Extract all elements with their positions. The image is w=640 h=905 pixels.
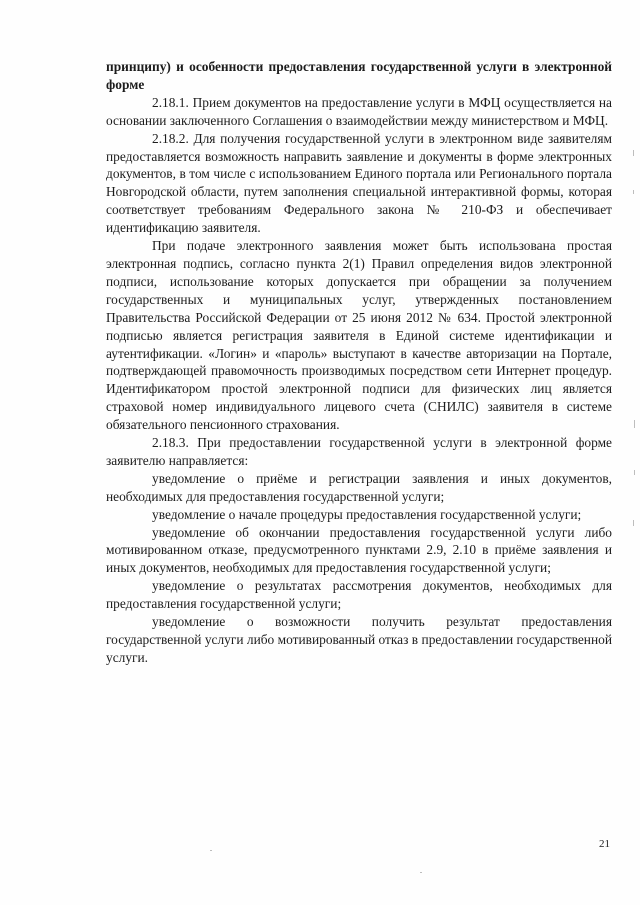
paragraph-electronic-signature: При подаче электронного заявления может быть использована простая электронная подпись, согласно пункта 2(1) Правил определения видов электронной подписи, использование которых допускается при обращении за получением государственных и муниципальных услуг, утвержденных постановлением Правительства Российской Федерации от 25 июня 2012 № 634. Простой электронной подписью является регистрация заявителя в Единой системе идентификации и аутентификации. «Логин» и «пароль» выступают в качестве авторизации на Портале, подтверждающей правомочность производимых посредством сети Интернет процедур. Идентификатором простой электронной подписи для физических лиц является страховой номер индивидуального лицевого счета (СНИЛС) заявителя в системе обязательного пенсионного страхования. [106,238,612,433]
scan-mark [634,470,635,475]
paragraph-2-18-1: 2.18.1. Прием документов на предоставление услуги в МФЦ осуществляется на основании заключенного Соглашения о взаимодействии между министерством и МФЦ. [106,94,612,128]
section-heading: принципу) и особенности предоставления государственной услуги в электронной форме [106,59,612,92]
notification-item: уведомление о начале процедуры предоставления государственной услуги; [152,506,582,522]
paragraph-2-18-2: 2.18.2. Для получения государственной услуги в электронном виде заявителям предоставляется возможность направить заявление и документы в форме электронных документов, в том числе с использованием Единого портала или Регионального портала Новгородской области, путем заполнения специальной интерактивной формы, которая соответствует требованиям Федерального закона № 210-ФЗ и обеспечивает идентификацию заявителя. [106,130,612,236]
notification-item: уведомление о возможности получить результат предоставления государственной услуги либо мотивированный отказ в предоставлении государственной услуги. [106,614,612,665]
notification-item: уведомление о результатах рассмотрения документов, необходимых для предоставления государственной услуги; [106,578,612,612]
scan-mark [420,872,422,873]
page-number: 21 [599,838,610,850]
paragraph-2-18-3: 2.18.3. При предоставлении государственной услуги в электронной форме заявителю направляется: [106,435,612,468]
scan-mark [633,520,634,526]
notification-item: уведомление о приёме и регистрации заявления и иных документов, необходимых для предоставления государственной услуги; [106,470,612,504]
scan-mark [210,850,212,851]
document-body [106,58,612,667]
scan-mark [633,150,634,156]
notification-item: уведомление об окончании предоставления государственной услуги либо мотивированном отказе, предусмотренного пунктами 2.9, 2.10 в приёме заявления и иных документов, необходимых для предоставления государственной услуги; [106,524,612,576]
scan-mark [633,190,634,194]
scan-mark [634,420,635,428]
